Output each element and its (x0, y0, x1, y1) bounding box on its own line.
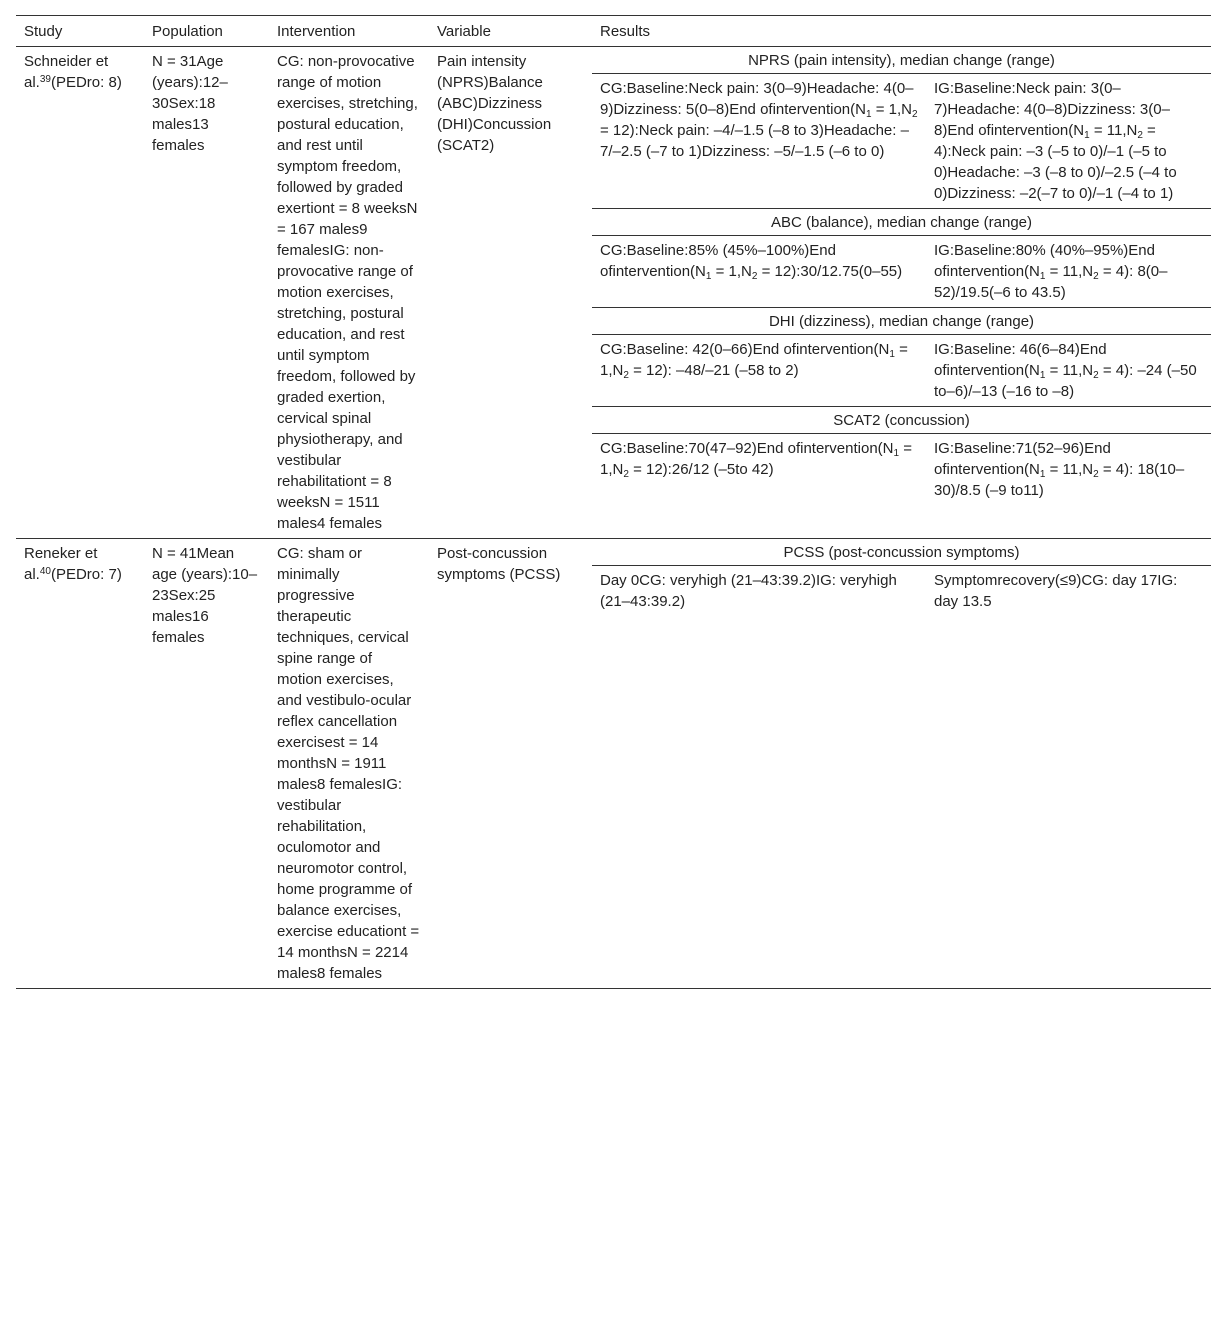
cg-result: CG:Baseline:85% (45%–100%)End $ofintervention(N_1 = 1,N_2$ = 12):30/12.75(0–55) (592, 236, 926, 308)
ig-result: IG:Baseline: 46(6–84)End $ofintervention(N_1 = 11,N_2 = 4)$: –24 (–50 to–6)/–13 (–16 to –8) (926, 335, 1211, 407)
results-cell (592, 539, 1211, 989)
population-cell: N = 41Mean age (years):10–23Sex:25 males16 females (144, 539, 269, 989)
study-ref: 39 (39, 74, 51, 85)
ig-result: IG:Baseline:71(52–96)End $ofintervention(N_1 = 11,N_2 = 4)$: 18(10–30)/8.5 (–9 to11) (934, 440, 1185, 499)
result-heading: DHI (dizziness), median change (range) (592, 308, 1211, 335)
result-heading: ABC (balance), median change (range) (592, 209, 1211, 236)
study-cell (16, 47, 144, 539)
study-name: Schneider et al. (24, 53, 109, 91)
header-row (16, 16, 1211, 47)
intervention-cell: CG: non-provocative range of motion exercises, stretching, postural education, and rest until symptom freedom, followed by graded exertiont = 8 weeksN = 167 males9 femalesIG: non-provocative range of motion exercises, stretching, postural education, and rest until symptom freedom, followed by graded exertion, cervical spinal physiotherapy, and vestibular rehabilitationt = 8 weeksN = 1511 males4 females (269, 47, 429, 539)
variable-cell: Post-concussion symptoms (PCSS) (429, 539, 592, 989)
table-row (16, 539, 1211, 989)
header-population: Population (144, 16, 269, 47)
header-intervention: Intervention (269, 16, 429, 47)
study-pedro: (PEDro: 7) (50, 566, 122, 583)
header-results: Results (592, 16, 1211, 47)
ig-result: IG:Baseline:Neck pain: 3(0–7)Headache: 4(0–8)Dizziness: 3(0–8)End $ofintervention(N_1 = 11,N_2$ = 4):Neck pain: –3 (–5 to 0)/–1 (–5 to 0)Headache: –3 (–8 to 0)/–2.5 (–4 to 0)Dizziness: –2(–7 to 0)/–1 (–4 to 1) (926, 74, 1211, 209)
results-cell (592, 47, 1211, 539)
results-subtable (592, 47, 1211, 505)
table-row (16, 47, 1211, 539)
cg-result: Day 0CG: veryhigh (21–43:39.2)IG: veryhigh (21–43:39.2) (600, 572, 897, 610)
results-subtable (592, 539, 1211, 616)
ig-result: IG:Baseline:80% (40%–95%)End $ofintervention(N_1 = 11,N_2 = 4)$: 8(0–52)/19.5(–6 to 43.5) (926, 236, 1211, 308)
study-name: Reneker et al. (24, 545, 98, 583)
cg-result: CG:Baseline:Neck pain: 3(0–9)Headache: 4(0–9)Dizziness: 5(0–8)End $ofintervention(N_1 = 1,N_2$ = 12):Neck pain: –4/–1.5 (–8 to 3)Headache: –7/–2.5 (–7 to 1)Dizziness: –5/–1.5 (–6 to 0) (592, 74, 926, 209)
cg-result: CG:Baseline:70(47–92)End $ofintervention(N_1 = 1,N_2$ = 12):26/12 (–5to 42) (600, 440, 913, 480)
study-ref: 40 (39, 566, 51, 577)
cg-result: CG:Baseline: 42(0–66)End $ofintervention(N_1 = 1,N_2 = 12)$: –48/–21 (–58 to 2) (592, 335, 926, 407)
study-pedro: (PEDro: 8) (50, 74, 122, 91)
results-table (16, 15, 1211, 989)
intervention-cell: CG: sham or minimally progressive therapeutic techniques, cervical spine range of motion exercises, and vestibulo-ocular reflex cancellation exercisest = 14 monthsN = 1911 males8 femalesIG: vestibular rehabilitation, oculomotor and neuromotor control, home programme of balance exercises, exercise educationt = 14 monthsN = 2214 males8 females (269, 539, 429, 989)
population-cell: N = 31Age (years):12–30Sex:18 males13 females (144, 47, 269, 539)
variable-cell: Pain intensity (NPRS)Balance (ABC)Dizziness (DHI)Concussion (SCAT2) (429, 47, 592, 539)
study-cell (16, 539, 144, 989)
header-study: Study (16, 16, 144, 47)
result-heading: PCSS (post-concussion symptoms) (592, 539, 1211, 566)
result-heading: NPRS (pain intensity), median change (range) (592, 47, 1211, 74)
result-heading: SCAT2 (concussion) (592, 407, 1211, 434)
ig-result: Symptomrecovery(≤9)CG: day 17IG: day 13.5 (934, 572, 1178, 610)
header-variable: Variable (429, 16, 592, 47)
